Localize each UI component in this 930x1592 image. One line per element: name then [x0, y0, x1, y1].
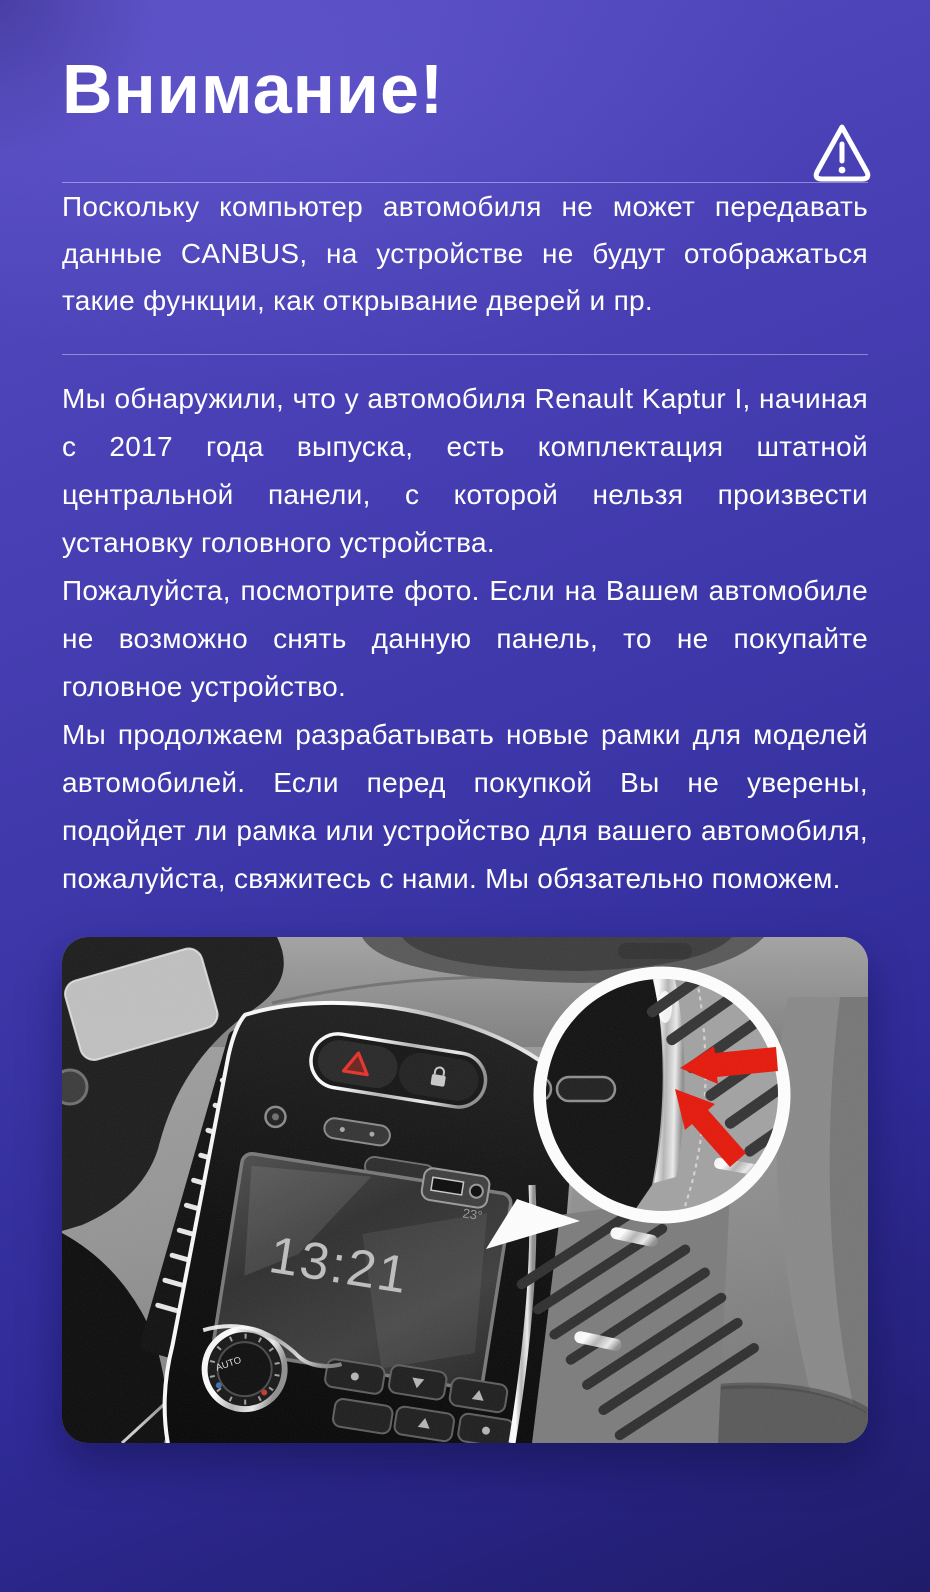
attention-banner — [0, 50, 930, 1443]
paragraph-contact: Мы продолжаем разрабатывать новые рамки для моделей автомобилей. Если перед покупкой Вы не уверены, подойдет ли рамка или устройство для вашего автомобиля, пожалуйста, свяжитесь с нами. Мы обязательно поможем. — [62, 719, 868, 894]
page-title: Внимание! — [62, 50, 445, 128]
warning-triangle-icon — [812, 120, 872, 186]
dashboard-photo — [62, 937, 868, 1443]
divider-middle — [62, 354, 868, 355]
text-block — [62, 375, 868, 903]
paragraph-photo-check: Пожалуйста, посмотрите фото. Если на Вашем автомобиле не возможно снять данную панель, то не покупайте головное устройство. — [62, 575, 868, 702]
paragraph-kaptur: Мы обнаружили, что у автомобиля Renault Kaptur I, начиная с 2017 года выпуска, есть комплектация штатной центральной панели, с которой нельзя произвести установку головного устройства. — [62, 383, 868, 558]
paragraph-canbus: Поскольку компьютер автомобиля не может передавать данные CANBUS, на устройстве не будут отображаться такие функции, как открывание дверей и пр. — [62, 191, 868, 316]
